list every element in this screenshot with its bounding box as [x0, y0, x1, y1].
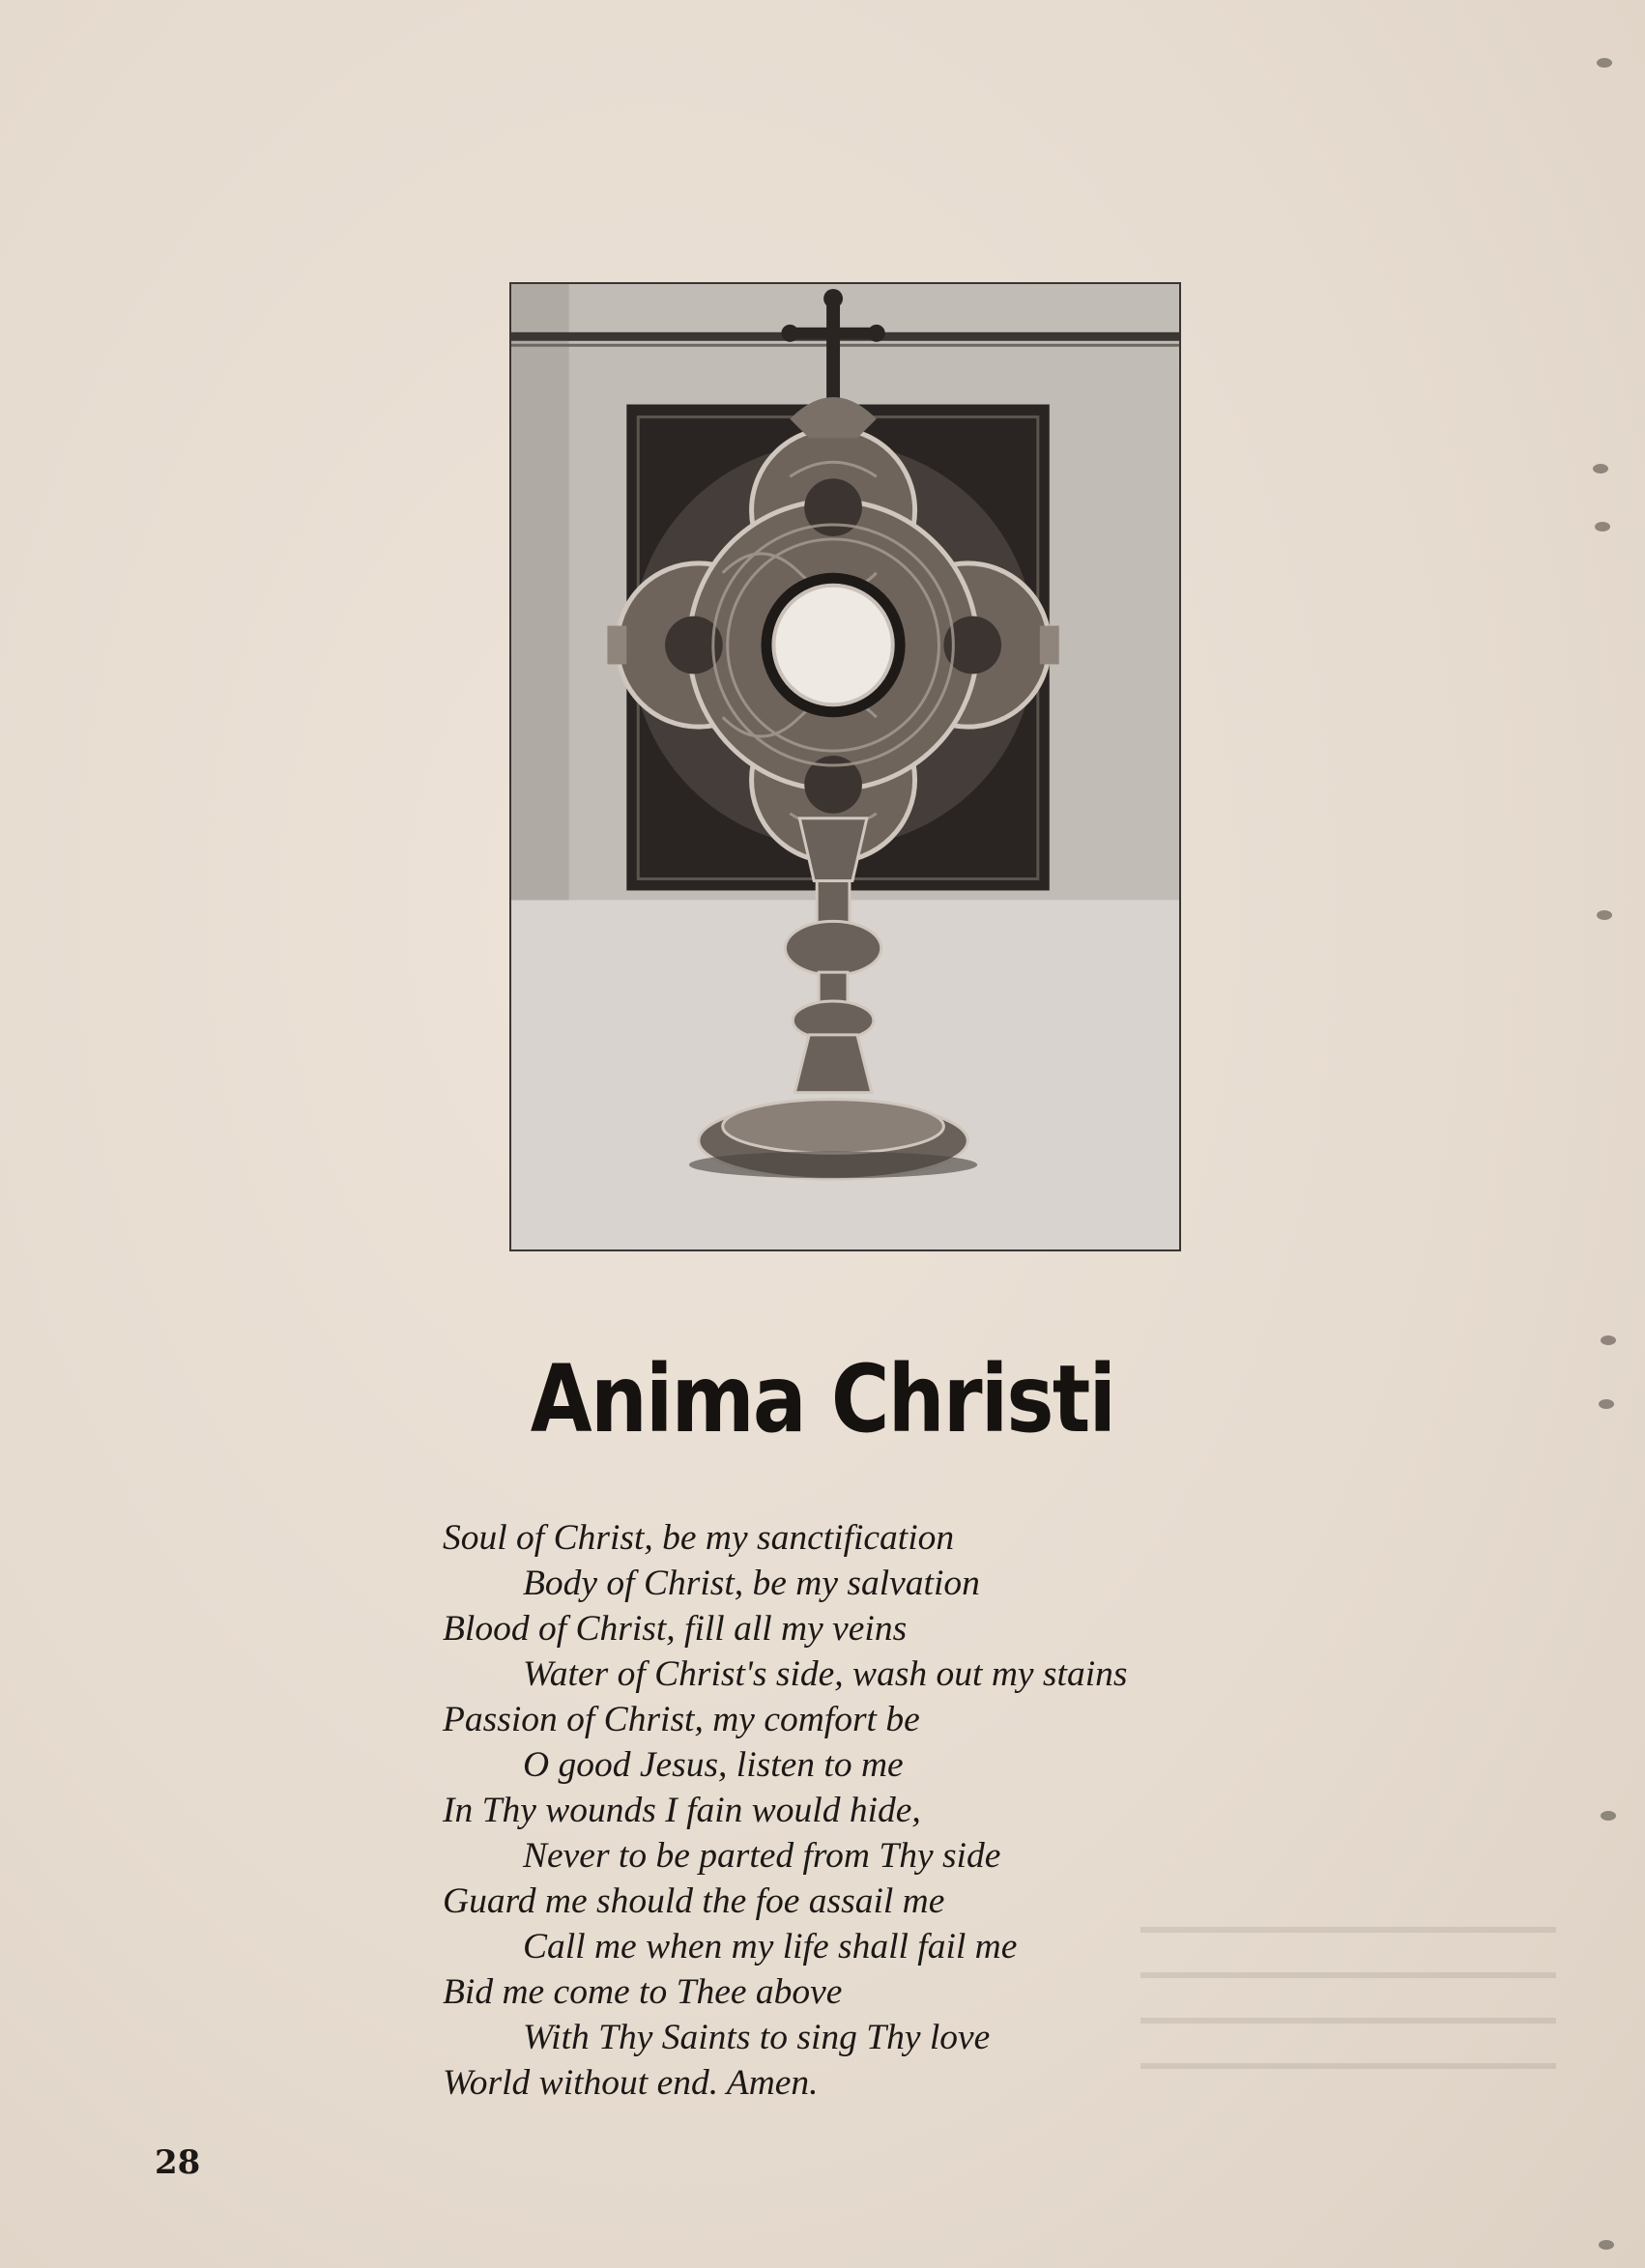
binding-hole	[1597, 58, 1612, 68]
prayer-line: With Thy Saints to sing Thy love	[523, 2018, 991, 2057]
binding-hole	[1599, 2240, 1614, 2250]
show-through-text	[1140, 1909, 1556, 2102]
binding-hole	[1601, 1811, 1616, 1821]
prayer-line: Call me when my life shall fail me	[523, 1927, 1018, 1967]
page-number: 28	[155, 2143, 201, 2182]
binding-hole	[1601, 1335, 1616, 1345]
prayer-line: Water of Christ's side, wash out my stains	[523, 1654, 1128, 1694]
binding-hole	[1597, 910, 1612, 920]
prayer-line: In Thy wounds I fain would hide,	[443, 1791, 921, 1830]
prayer-line: World without end. Amen.	[443, 2063, 819, 2103]
prayer-line: Body of Christ, be my salvation	[523, 1564, 980, 1603]
prayer-line: Never to be parted from Thy side	[523, 1836, 1001, 1876]
binding-hole	[1593, 464, 1608, 474]
monstrance-image	[511, 284, 1179, 1249]
prayer-line: Soul of Christ, be my sanctification	[443, 1518, 955, 1558]
binding-hole	[1599, 1399, 1614, 1409]
prayer-line: Guard me should the foe assail me	[443, 1881, 945, 1921]
prayer-line: Passion of Christ, my comfort be	[443, 1700, 920, 1739]
prayer-line: Bid me come to Thee above	[443, 1972, 843, 2012]
monstrance-photograph	[509, 282, 1181, 1251]
prayer-line: Blood of Christ, fill all my veins	[443, 1609, 908, 1649]
page-title: Anima Christi	[530, 1345, 1115, 1453]
binding-hole	[1595, 522, 1610, 531]
prayer-line: O good Jesus, listen to me	[523, 1745, 904, 1785]
